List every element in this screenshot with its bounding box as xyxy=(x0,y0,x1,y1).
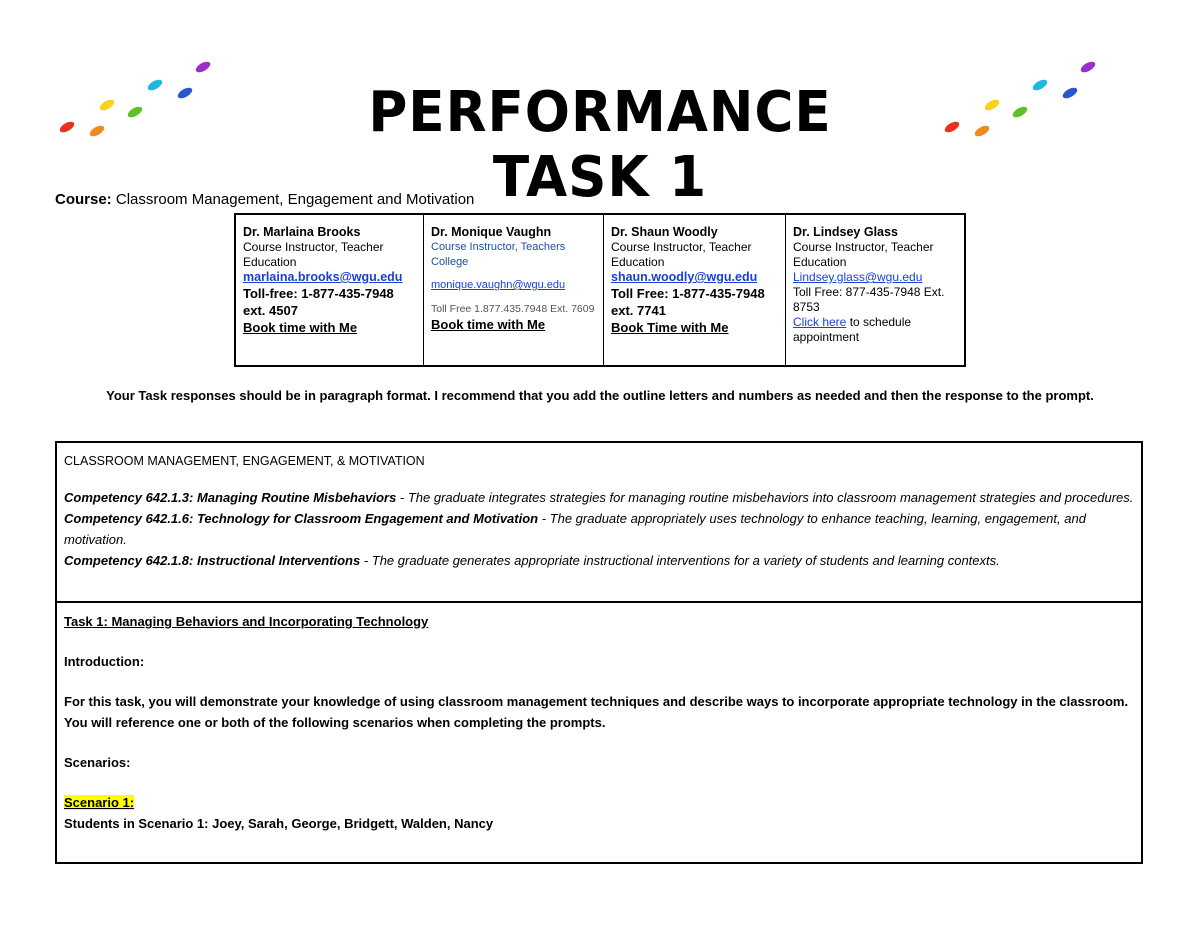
course-name: Classroom Management, Engagement and Motivation xyxy=(115,191,475,208)
task-title: Task 1: Managing Behaviors and Incorporating Technology xyxy=(64,614,429,629)
competency-text: - The graduate appropriately uses technology to enhance teaching, learning, engagement, and motivation. xyxy=(64,511,1086,547)
instructor-email-link[interactable]: Lindsey.glass@wgu.edu xyxy=(793,270,923,284)
instructor-phone: Toll Free: 1-877-435-7948 ext. 7741 xyxy=(611,286,765,318)
competency-label: Competency 642.1.8: Instructional Interventions xyxy=(64,553,361,568)
instructor-card-glass xyxy=(786,215,964,365)
scenario-1-label: Scenario 1: xyxy=(64,795,135,810)
competency-label: Competency 642.1.6: Technology for Classroom Engagement and Motivation xyxy=(64,511,539,526)
booking-line xyxy=(793,315,958,345)
click-here-link[interactable]: Click here xyxy=(793,315,847,329)
instructor-role: Course Instructor, Teacher Education xyxy=(793,240,934,269)
instructor-phone: Toll Free: 877-435-7948 Ext. 8753 xyxy=(793,285,945,314)
instructor-card-woodly xyxy=(604,215,786,365)
task-format-notice: Your Task responses should be in paragraph format. I recommend that you add the outline letters and numbers as needed and then the response to the prompt. xyxy=(106,388,1094,403)
instructor-phone: Toll Free 1.877.435.7948 Ext. 7609 xyxy=(431,303,595,315)
instructor-name: Dr. Marlaina Brooks xyxy=(243,225,361,239)
instructor-card-vaughn xyxy=(424,215,604,365)
instructor-role: Course Instructor, Teachers College xyxy=(431,241,566,268)
instructor-email-link[interactable]: marlaina.brooks@wgu.edu xyxy=(243,270,403,284)
scenario-1-students: Students in Scenario 1: Joey, Sarah, George, Bridgett, Walden, Nancy xyxy=(64,816,494,831)
instructor-name: Dr. Lindsey Glass xyxy=(793,225,898,239)
instructor-card-brooks xyxy=(236,215,424,365)
instructor-role: Course Instructor, Teacher Education xyxy=(611,240,752,269)
competencies-box xyxy=(55,441,1143,603)
competency-item xyxy=(64,487,1134,508)
booking-text: to schedule appointment xyxy=(793,315,912,344)
footprints-right-icon xyxy=(940,55,1110,140)
competency-item xyxy=(64,508,1134,550)
instructor-phone: Toll-free: 1-877-435-7948 ext. 4507 xyxy=(243,286,394,318)
instructor-role: Course Instructor, Teacher Education xyxy=(243,240,384,269)
competency-list xyxy=(64,487,1134,571)
footprints-left-icon xyxy=(55,55,225,140)
intro-text: For this task, you will demonstrate your knowledge of using classroom management techniques and describe ways to incorporate appropriate technology in the classroom. You will reference one or both of the following scenarios when completing the prompts. xyxy=(64,694,1129,730)
instructor-email-link[interactable]: monique.vaughn@wgu.edu xyxy=(431,279,566,291)
book-time-link[interactable]: Book time with Me xyxy=(243,320,358,335)
competencies-heading: CLASSROOM MANAGEMENT, ENGAGEMENT, & MOTIVATION xyxy=(64,454,425,468)
instructor-name: Dr. Monique Vaughn xyxy=(431,225,552,239)
instructor-table xyxy=(234,213,966,367)
competency-text: - The graduate integrates strategies for managing routine misbehaviors into classroom management strategies and procedures. xyxy=(396,490,1134,505)
competency-text: - The graduate generates appropriate instructional interventions for a variety of students and learning contexts. xyxy=(360,553,1000,568)
intro-label: Introduction: xyxy=(64,654,145,669)
instructor-email-link[interactable]: shaun.woodly@wgu.edu xyxy=(611,270,758,284)
competency-label: Competency 642.1.3: Managing Routine Misbehaviors xyxy=(64,490,397,505)
scenarios-label: Scenarios: xyxy=(64,755,131,770)
page-title: PERFORMANCE TASK 1 xyxy=(368,80,832,210)
competency-item xyxy=(64,550,1134,571)
instructor-name: Dr. Shaun Woodly xyxy=(611,225,718,239)
course-line xyxy=(55,191,474,208)
task-box xyxy=(55,601,1143,864)
book-time-link[interactable]: Book time with Me xyxy=(431,317,546,332)
course-label: Course: xyxy=(55,191,112,208)
book-time-link[interactable]: Book Time with Me xyxy=(611,320,729,335)
